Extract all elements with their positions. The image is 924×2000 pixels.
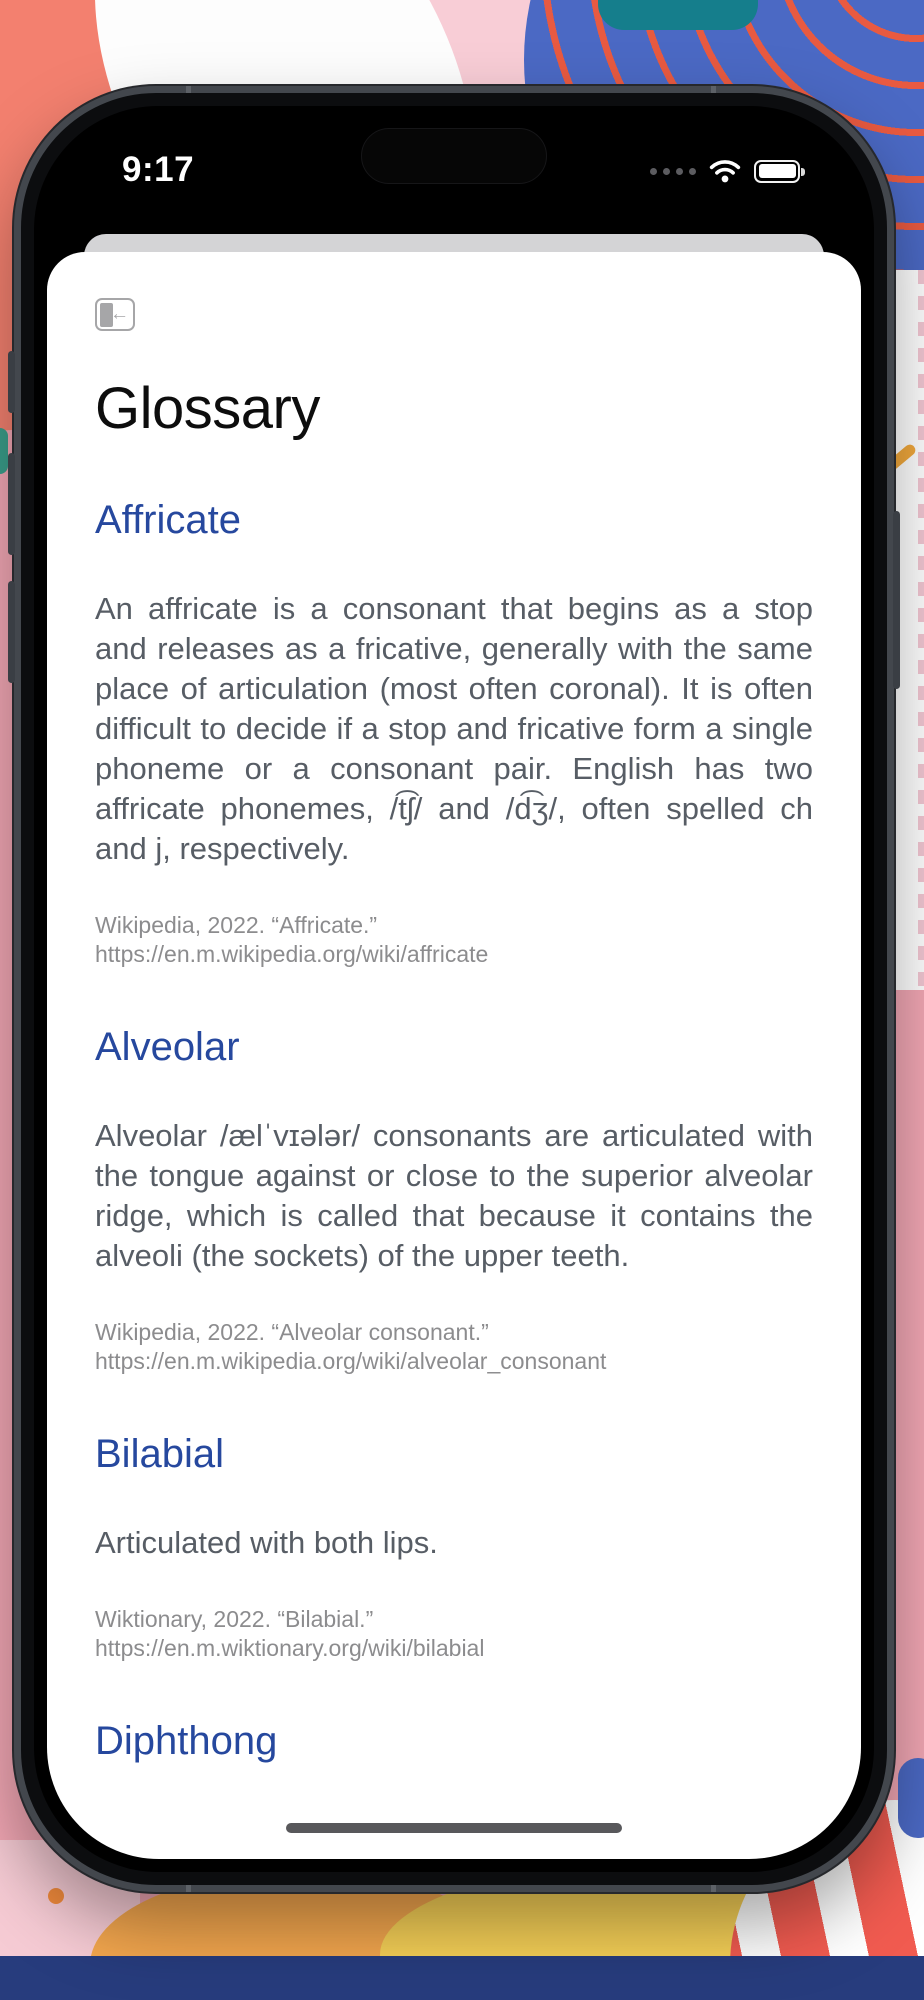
term-citation [95, 1605, 813, 1663]
term-definition: Alveolar /ælˈvɪələr/ consonants are articulated with the tongue against or close to the superior alveolar ridge, which is called that because it contains the alveoli (the sockets) of the upper teeth. [95, 1118, 813, 1273]
glossary-scroll-area[interactable] [47, 252, 861, 1859]
glossary-entry [95, 1025, 813, 1376]
bg-orange-dot [48, 1888, 64, 1904]
term-heading: Alveolar [95, 1025, 240, 1069]
term-definition: An affricate is a consonant that begins as a stop and releases as a fricative, generally with the same place of articulation (most often coronal). It is often difficult to decide if a stop and fricative form a single phoneme or a consonant pair. English has two affricate phonemes, /t͡ʃ/ and /d͡ʒ/, often spelled ch and j, respectively. [95, 591, 813, 866]
bg-teal-patch [598, 0, 758, 30]
glossary-entry [95, 1432, 813, 1663]
term-citation [95, 1318, 813, 1376]
volume-down-button[interactable] [8, 581, 15, 683]
power-button[interactable] [893, 511, 900, 689]
bg-blue-sliver [898, 1758, 924, 1838]
battery-icon [754, 160, 800, 183]
antenna-seam [186, 1885, 191, 1892]
citation-url: https://en.m.wikipedia.org/wiki/affricate [95, 941, 489, 967]
volume-up-button[interactable] [8, 453, 15, 555]
term-heading: Diphthong [95, 1719, 278, 1763]
phone-screen [34, 106, 874, 1872]
wifi-icon [708, 158, 742, 184]
arrow-left-icon: ← [110, 303, 129, 325]
page-title: Glossary [95, 376, 320, 441]
citation-url: https://en.m.wiktionary.org/wiki/bilabial [95, 1635, 485, 1661]
glossary-entry [95, 1719, 813, 1764]
term-heading: Bilabial [95, 1432, 224, 1476]
citation-source: Wikipedia, 2022. “Alveolar consonant.” [95, 1319, 489, 1345]
glossary-entry [95, 498, 813, 969]
glossary-sheet [47, 252, 861, 1859]
citation-url: https://en.m.wikipedia.org/wiki/alveolar_consonant [95, 1348, 607, 1374]
term-definition: Articulated with both lips. [95, 1525, 438, 1560]
bg-navy-bar [0, 1956, 924, 2000]
citation-source: Wiktionary, 2022. “Bilabial.” [95, 1606, 374, 1632]
mute-switch[interactable] [8, 351, 15, 413]
status-time: 9:17 [122, 150, 195, 189]
home-indicator[interactable] [286, 1823, 622, 1833]
bg-right-scallop-edge [918, 270, 924, 990]
antenna-seam [711, 86, 716, 93]
term-heading: Affricate [95, 498, 241, 542]
citation-source: Wikipedia, 2022. “Affricate.” [95, 912, 378, 938]
term-citation [95, 911, 813, 969]
cellular-signal-icon [650, 168, 696, 175]
status-bar [34, 106, 874, 234]
antenna-seam [711, 1885, 716, 1892]
bg-teal-sliver [0, 428, 8, 474]
antenna-seam [186, 86, 191, 93]
iphone-frame [14, 86, 894, 1892]
sidebar-toggle-button[interactable] [95, 298, 135, 331]
